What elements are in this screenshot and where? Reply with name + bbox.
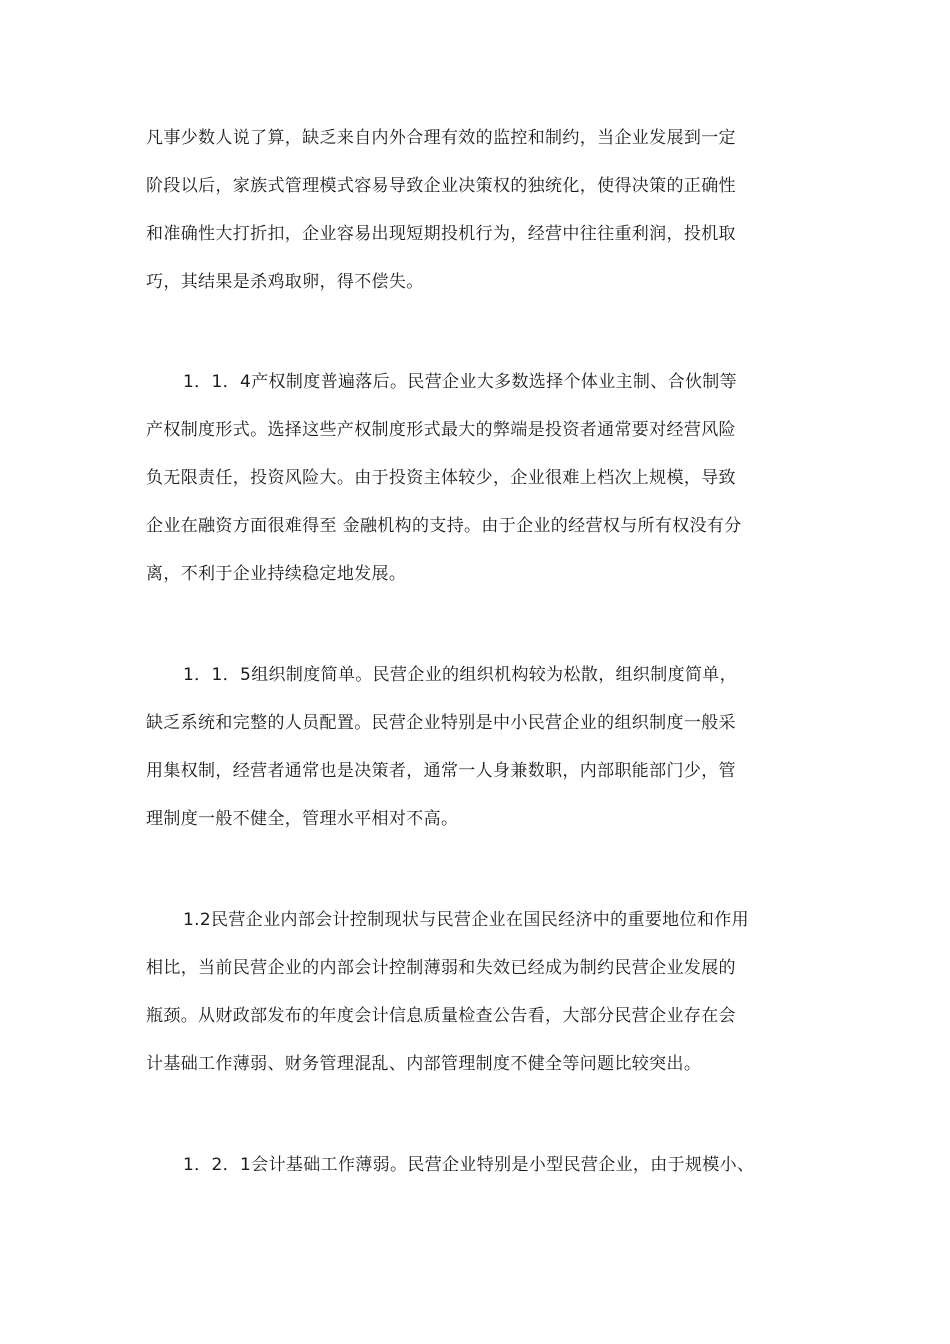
text-line: 计基础工作薄弱、财务管理混乱、内部管理制度不健全等问题比较突出。 <box>146 1054 702 1074</box>
text-line: 负无限责任，投资风险大。由于投资主体较少，企业很难上档次上规模，导致 <box>146 468 736 488</box>
paragraph-section-1-1-5 <box>146 651 826 843</box>
text-line: 用集权制，经营者通常也是决策者，通常一人身兼数职，内部职能部门少，管 <box>146 761 736 781</box>
text-line: 企业在融资方面很难得至 金融机构的支持。由于企业的经营权与所有权没有分 <box>146 516 742 536</box>
section-heading-line: 1.2民营企业内部会计控制现状与民营企业在国民经济中的重要地位和作用 <box>183 910 749 930</box>
section-heading-line: 1．2．1会计基础工作薄弱。民营企业特别是小型民营企业，由于规模小、 <box>183 1155 755 1175</box>
text-line: 阶段以后，家族式管理模式容易导致企业决策权的独统化，使得决策的正确性 <box>146 176 736 196</box>
text-line: 巧，其结果是杀鸡取卵，得不偿失。 <box>146 272 424 292</box>
paragraph-section-1-2 <box>146 896 826 1088</box>
section-heading-line: 1．1．4产权制度普遍落后。民营企业大多数选择个体业主制、合伙制等 <box>183 372 737 392</box>
text-line: 相比，当前民营企业的内部会计控制薄弱和失效已经成为制约民营企业发展的 <box>146 958 736 978</box>
text-line: 凡事少数人说了算，缺乏来自内外合理有效的监控和制约，当企业发展到一定 <box>146 128 736 148</box>
text-line: 理制度一般不健全，管理水平相对不高。 <box>146 809 459 829</box>
text-line: 缺乏系统和完整的人员配置。民营企业特别是中小民营企业的组织制度一般采 <box>146 713 736 733</box>
text-line: 和准确性大打折扣，企业容易出现短期投机行为，经营中往往重利润，投机取 <box>146 224 736 244</box>
section-heading-line: 1．1．5组织制度简单。民营企业的组织机构较为松散，组织制度简单， <box>183 665 737 685</box>
text-line: 离，不利于企业持续稳定地发展。 <box>146 564 407 584</box>
text-line: 产权制度形式。选择这些产权制度形式最大的弊端是投资者通常要对经营风险 <box>146 420 736 440</box>
paragraph-governance-continuation <box>146 114 826 306</box>
paragraph-section-1-2-1 <box>146 1141 826 1189</box>
text-line: 瓶颈。从财政部发布的年度会计信息质量检查公告看，大部分民营企业存在会 <box>146 1006 736 1026</box>
paragraph-section-1-1-4 <box>146 358 826 598</box>
